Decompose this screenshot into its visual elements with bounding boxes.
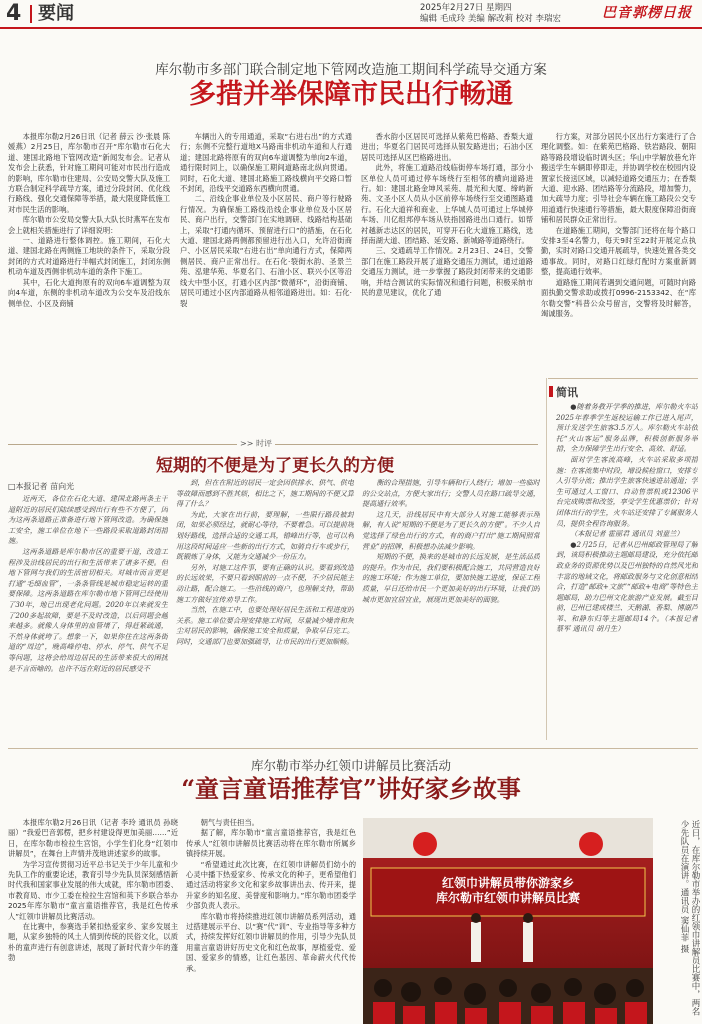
commentary-paragraph: 到，但在在附近的居民一定会因供排水、供气、供电等故障而感到不胜其烦，相比之下，施工期间的不便又算得了什么？ — [176, 478, 354, 509]
newspaper-logo: 巴音郭楞日报 — [602, 5, 692, 21]
photo-caption: 近日，在库尔勒市举办的红领巾讲解员比赛中，两名少先队员在演讲。通讯员 窦仙菲 摄 — [679, 820, 700, 1016]
article1-paragraph: 道路施工期间若遇到交通问题，可随时向路面执勤交警求助或拨打0996-2153342、在“库尔勒交警”科普公众号留言，交警将及时解答，竭诚服务。 — [541, 277, 696, 318]
article1-paragraph: 此外，将施工道路沿线临街停车场打通，部分小区单位人员可通过停车场绕行至相邻的横向道路进行。如：建国北路金坤风采苑、晨光和大厦、缔屿新苑、文圣小区人员从小区前停车场绕行至交通图路通行。石化大道祥和商业、上华城人员可通过上华城停车场、川亿组邦停车场从铁指园路进出口通行。如帮衬越新志达区的居民，可穿开石化大道施工路线，选择南湖大道、团结路、延安路、新城路等道路绕行。 — [361, 163, 533, 246]
article1-paragraph: 库尔勒市公安局交警大队大队长时燕军在发布会上就相关措施进行了详细说明： — [8, 215, 170, 235]
commentary-paragraph: 近两天，各位在石化大道、建国北路两条主干道附近的居民们陆续感受到出行有些不方便了，因为这两条道路正准备进行地下管网改造。为确保施工安全，施工单位在地下一些路段采取道路封闭措施。 — [8, 494, 168, 546]
brief-paragraph: （本报记者 霍丽君 通讯员 刘童兰） — [570, 529, 684, 539]
article2-column-2 — [186, 818, 356, 1024]
commentary-headline: 短期的不便是为了更长久的方便 — [156, 456, 394, 476]
briefs-heading: 简讯 — [556, 386, 578, 399]
article2-paragraph: “希望通过此次比赛，在红领巾讲解员们幼小的心灵中播下热爱家乡、传承文化的种子，更希望他们通过活动将家乡文化和家乡故事讲出去、传开来，提升家乡的知名度、美誉度和影响力。”库尔勒市团委学少部负责人表示。 — [186, 859, 356, 911]
article1-headline: 多措并举保障市民出行畅通 — [189, 79, 513, 110]
issue-date: 2025年2月27日 星期四 — [420, 3, 512, 13]
commentary-paragraph: 衡的合理措施，引导车辆和行人绕行；增加一些临时的公交站点，方便大家出行；交警人员在路口疏导交通，提高通行效率。 — [362, 478, 540, 509]
page-number-divider — [30, 5, 32, 23]
article2-separator — [8, 748, 698, 749]
photo-banner-line-2: 库尔勒市红领巾讲解员比赛 — [435, 891, 580, 905]
header-rule — [0, 27, 702, 29]
article1-paragraph: 本报库尔勒2月26日讯（记者 薛云 沙·张晨 陈媛燕）2月25日，库尔勒市召开“库尔勒市石化大道、建国北路地下管网改造”新闻发布会。记者从发布会上获悉，针对施工期间可能对市民出行造成的影响，库尔勒市住建局、公安局交警大队及施工方联合制定科学疏导方案，通过分段封闭、优化线行路线、强化交通保障等举措，最大限度降低施工对市民生活的影响。 — [8, 132, 170, 214]
article1-paragraph: 二、沿线企事业单位及小区居民、商户等行驶路行情况。为确保施工路线沿线企事业单位及小区居民、商户出行，交警部门在实地调研、线路结构基础上，采取“打通内循环、预留进行口”的措施，在石化大道、建国北路两侧都预留进行出入口，允许沿街商户、小区居民采取“右进右出”单向通行方式，保障两侧居民、商户正常出行。在石化·裂街水韵、圣景兰苑、泓建华苑、华夏名门、石油小区、联兴小区等沿线大中型小区，打通小区内部“微循环”，沿街商铺、居民可通过小区内部道路从相邻道路进出。如：石化·裂 — [180, 194, 352, 308]
article2-kicker: 库尔勒市举办红领巾讲解员比赛活动 — [250, 758, 451, 773]
commentary-paragraph: 另外，对施工这件事，要有正确的认识。要看到改造的长远效果，不要只看到眼前的一点不便，不少居民能主动让路，配合施工。一些沿线的商户，也理解支持，帮助施工方做好宣传劝导工作。 — [176, 562, 354, 604]
article1-column-2 — [180, 132, 352, 432]
commentary-paragraph: 短期的不便，换来的是城市的长远发展，是生活品质的提升。作为市民，我们要积极配合施工，共同营造良好的施工环境；作为施工单位，要加快施工进度，保证工程质量，早日还给市民一个更加美好的出行环境，让我们的城市更加宜居宜业，展现出更加美好的面貌。 — [362, 552, 540, 604]
article1-paragraph: 三、交通疏导工作情况。2月23日、24日，交警部门在施工路段开展了道路交通压力测试，通过道路交通压力测试，进一步掌握了路段封闭带来的交通影响，并结合测试的实际情况和通行问题，积极采纳市民的意见建议，优化了通 — [361, 246, 533, 298]
competition-photo-image — [363, 818, 653, 1024]
article1-paragraph: 车辆出入的专用通道，采取“右进右出”的方式通行；东侧不完整行道地X马路南非机动车道和人行通道；建国北路将原有的双向6车道调整为单向2车道，通行限时同上，以确保施工期间道路南北纵向贯通。同时，石化大道、建国北路施工路线横向平交路口暂不封闭，沿线平交道路东西横向贯通。 — [180, 132, 352, 194]
article2-headline: “童言童语推荐官”讲好家乡故事 — [181, 774, 521, 803]
competition-photo — [363, 818, 653, 1024]
commentary-paragraph: 这两条道路是库尔勒市区的重要干道，改造工程涉及沿线居民的出行和生活带来了诸多不便。但地下管网与我们的生活密切相关。对城市而言更是打通“毛细血管”，一条条管线是城市稳定运转的重要保障。这两条道路在库尔勒市地下管网已经使用了30年，地已出现老化问题。2020年以来就发生了200多起故障，要是不及时改造，以后同题会越来越多。就像人身体里的血管堵了，得赶紧疏通，不然身体就垮了。想象一下，如果你住在这两条街道的“周边”，晚高峰停电、停水、停气、供气不足等问题，这将会给周边居民的生活带来很大的困扰是不言而喻的。也许不远在附近的居民感受不 — [8, 546, 168, 673]
article1-paragraph: 行方案，对部分居民小区出行方案进行了合理化调整。如：在紫苑巴格路、铁岩路段、朝阳路等路段增设临时调头区；华山中学解放巷允许搬送学生车辆即停即走，并协调学校在校园内设置家长接送区域，以减轻道路交通压力；在香梨大道、迎水路、团结路等分流路段，增加警力，加大疏导力度；引导社会车辆在施工路段公交专用道通行快速通行等措施，最大限度保障沿街商铺和居民群众正常出行。 — [541, 132, 696, 225]
commentary-column-2 — [176, 478, 354, 740]
article2-column-1 — [8, 818, 178, 1024]
article2-paragraph: 为学习宣传贯彻习近平总书记关于少年儿童和少先队工作的重要论述，教育引导少先队员深刻感悟新时代我和国家事业发展的伟大成就，库尔勒市团委、市教育局、市少工委在检拉生宫馆和英下乡联合举办2025年库尔勒市“童言童语推荐官，我是红色传承人”红领巾讲解员比赛活动。 — [8, 859, 178, 921]
commentary-paragraph: 为此，大家在出行前，要理解，一些限行路段被封闭，如果必须经过，就耐心等待，不要着急。可以提前规划好路线，选择合适的交通工具，错峰出行等，也可以利用这段时间适应一些新的出行方式，如骑自行车或步行，既锻炼了身体，又能为交通减少一份压力。 — [176, 509, 354, 562]
commentary-author: □本报记者 苗向光 — [8, 482, 75, 491]
photo-banner-text — [371, 876, 645, 906]
article1-column-1 — [8, 132, 170, 432]
commentary-tag: >> 时评 — [237, 438, 275, 449]
briefs-column — [556, 402, 698, 737]
article2-paragraph: 朝气与责任担当。 — [200, 818, 259, 827]
article1-paragraph: 在道路施工期间，交警部门还将在每个路口安排3至4名警力，每天9时至22时开展定点执勤，实时对路口交通开展疏导，快速处置各类交通事故。同时，对路口红绿灯配时方案重新调整，提高通行效率。 — [541, 225, 696, 277]
article2-paragraph: 在比赛中，参赛选手紧扣热爱家乡、家乡发展主题，从家乡独特的风土人情到传统的民俗文化，以质朴的童声进行有创意讲述，展现了新时代青少年的蓬勃 — [8, 922, 178, 963]
article2-paragraph: 据了解，库尔勒市“童言童语推荐官，我是红色传承人”红领巾讲解员比赛活动将在库尔勒市所属乡镇持续开展。 — [186, 828, 356, 859]
article1-paragraph: 一、道路进行整体调控。施工期间，石化大道、建国北路在两侧施工地块的条件下，采取分段封闭的方式对道路进行半幅式封闭施工，封闭东侧机动车道及西侧非机动车道的条件下施工。 — [8, 236, 170, 277]
article1-paragraph: 香水韵小区居民可选择从紫苑巴格路、香梨大道进出；华夏名门居民可选择从银发路进出；石油小区居民可选择从区巴格路进出。 — [361, 132, 533, 162]
page-number: 4 — [6, 1, 22, 26]
article1-kicker: 库尔勒市多部门联合制定地下管网改造施工期间科学疏导交通方案 — [155, 62, 547, 78]
commentary-paragraph: 这几天，沿线居民中有大部分人对施工能够表示理解，有人说“短期的不便是为了更长久的方便”。不少人自觉选择了绿色出行的方式，有的商户打出“施工期间照常营业”的招牌，积极想办法减少影响。 — [362, 509, 540, 551]
photo-banner-line-1: 红领巾讲解员带你游家乡 — [441, 876, 574, 890]
article1-paragraph: 其中，石化大道拘原有的双向6车道调整为双向4车道，东侧的非机动车道改为公交车及沿线东侧单位、小区及商铺 — [8, 277, 170, 308]
commentary-column-1 — [8, 494, 168, 740]
commentary-column-3 — [362, 478, 540, 740]
article2-paragraph: 库尔勒市将持续推进红领巾讲解员系列活动，通过搭建展示平台、以“赛”代“训”、专业指导等多种方式，持续发挥好红领巾讲解员的作用，引导少先队员用童言童语讲好历史文化和红色故事，厚植爱党、爱国、爱家乡的情感，让红色基因、革命薪火代代传承。 — [186, 911, 356, 973]
article1-column-3 — [361, 132, 533, 432]
briefs-divider — [546, 378, 547, 740]
editor-credits: 编辑 毛成玲 美编 解改莉 校对 李瑞宏 — [420, 14, 562, 24]
brief-paragraph: 面对学生客流高峰，火车站采取多项措施：在客流集中时段，增设候检窗口，安排专人引导分流；推出学生旅客快速进站通道；学生可通过人工窗口、自动售票机或12306平台完成购票和改签，享受学生优惠票价；针对团体出行的学生，火车站还安排了专属服务人员，提供全程咨询服务。 — [556, 454, 698, 528]
briefs-marker — [549, 386, 553, 397]
brief-paragraph: ●2月25日，记者从巴州邮政管理局了解到，该局积极推动主题邮局建设，充分依托邮政业务的资源优势以及巴州独特的自然风光和丰富的地域文化，将邮政服务与文化创意相结合，打造“邮政+文旅”“邮政+电商”等特色主题邮局，助力巴州文化旅游产业发展。截至目前，巴州已建成楼兰、天鹅湖、香梨、博湖芦苇、和静东归等主题邮局14个。（本报记者 蔡军 通讯员 胡月生） — [556, 539, 698, 634]
brief-paragraph: ●随着务教开学季的推进，库尔勒火车站2025年春季学生返校运输工作已进入尾声，预计发送学生旅客3.5万人。库尔勒火车站依托“火山客运”服务品牌，积极创新服务举措，全力保障学生出行安全、高效、舒适。 — [556, 402, 698, 454]
article1-column-4 — [541, 132, 696, 370]
article2-paragraph: 本报库尔勒2月26日讯（记者 李玲 通讯员 孙晓丽）“我爱巴音郭楞，把乡村建设得更加美丽……”近日，在库尔勒市检拉生宫馆，小学生们化身“红领巾讲解员”，在舞台上声情并茂地讲述家乡的故事。 — [8, 818, 178, 859]
commentary-paragraph: 当然，在施工中，也要处理好居民生活和工程进度的关系。施工单位要合理安排施工时间，尽量减少噪音和灰尘对居民的影响，确保施工安全和质量，争取早日完工。同时，交通部门也要加强疏导，让市民的出行更加顺畅。 — [176, 605, 354, 646]
briefs-top-rule — [548, 378, 698, 379]
section-name: 要闻 — [38, 3, 74, 24]
